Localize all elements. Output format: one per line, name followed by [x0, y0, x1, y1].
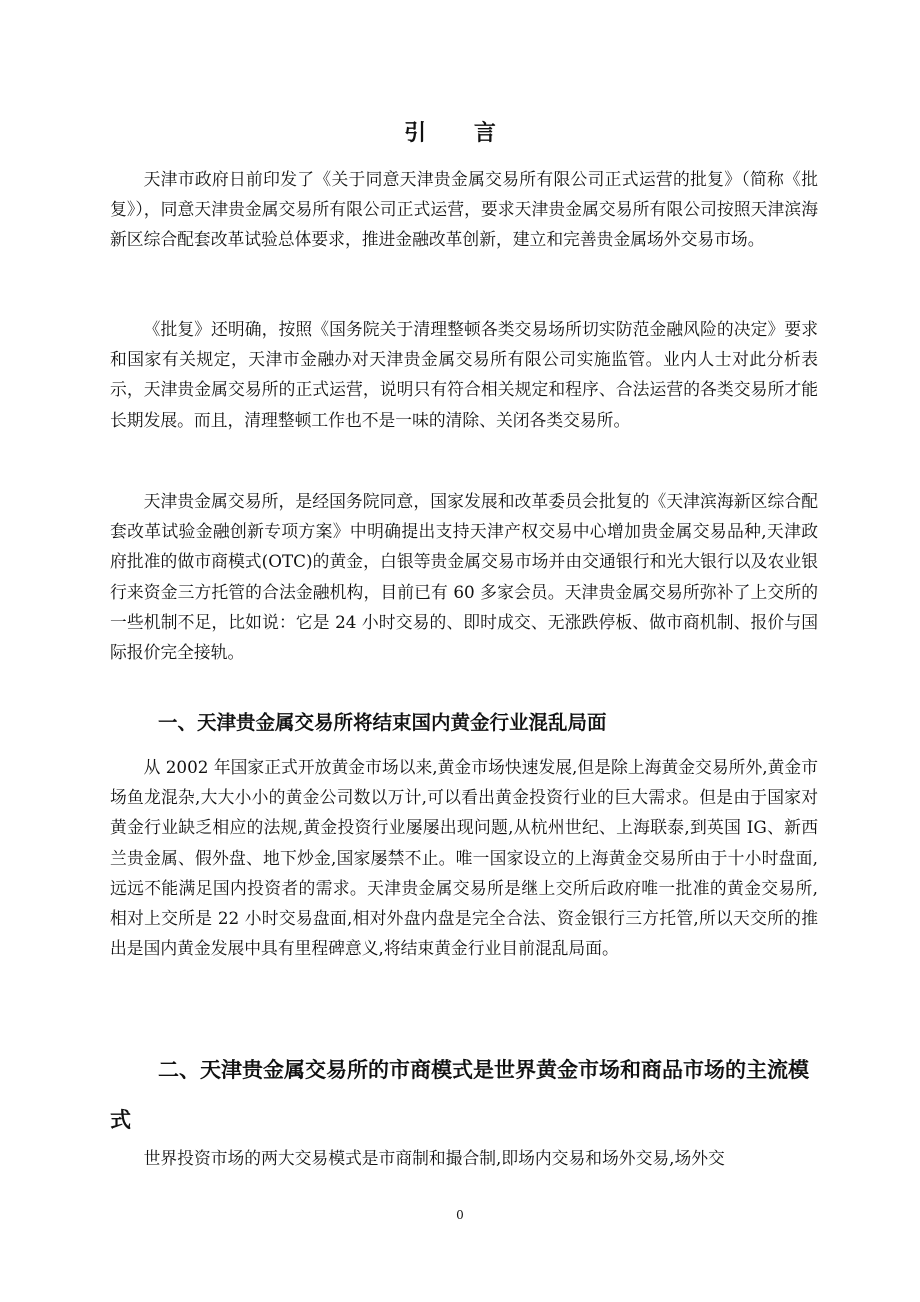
- section-1-paragraph: 从 2002 年国家正式开放黄金市场以来,黄金市场快速发展,但是除上海黄金交易所外,黄金市场鱼龙混杂,大大小小的黄金公司数以万计,可以看出黄金投资行业的巨大需求。但是由于国家对黄金行业缺乏相应的法规,黄金投资行业屡屡出现问题,从杭州世纪、上海联泰,到英国 IG、新西兰贵金属、假外盘、地下炒金,国家屡禁不止。唯一国家设立的上海黄金交易所由于十小时盘面,远远不能满足国内投资者的需求。天津贵金属交易所是继上交所后政府唯一批准的黄金交易所,相对上交所是 22 小时交易盘面,相对外盘内盘是完全合法、资金银行三方托管,所以天交所的推出是国内黄金发展中具有里程碑意义,将结束黄金行业目前混乱局面。: [110, 757, 818, 959]
- section-2-heading: 二、天津贵金属交易所的市商模式是世界黄金市场和商品市场的主流模式: [110, 1058, 809, 1132]
- page-number: 0: [456, 1208, 464, 1222]
- intro-paragraph-1: 天津市政府日前印发了《关于同意天津贵金属交易所有限公司正式运营的批复》（简称《批复》），同意天津贵金属交易所有限公司正式运营，要求天津贵金属交易所有限公司按照天津滨海新区综合配套改革试验总体要求，推进金融改革创新，建立和完善贵金属场外交易市场。: [110, 169, 818, 250]
- section-1-heading: 一、天津贵金属交易所将结束国内黄金行业混乱局面: [158, 711, 607, 734]
- intro-paragraph-3: 天津贵金属交易所，是经国务院同意，国家发展和改革委员会批复的《天津滨海新区综合配套改革试验金融创新专项方案》中明确提出支持天津产权交易中心增加贵金属交易品种,天津政府批准的做市商模式(OTC)的黄金，白银等贵金属交易市场并由交通银行和光大银行以及农业银行来资金三方托管的合法金融机构，目前已有 60 多家会员。天津贵金属交易所弥补了上交所的一些机制不足，比如说：它是 24 小时交易的、即时成交、无涨跌停板、做市商机制、报价与国际报价完全接轨。: [110, 491, 818, 663]
- page-title: 引 言: [404, 121, 516, 146]
- intro-paragraph-2: 《批复》还明确，按照《国务院关于清理整顿各类交易场所切实防范金融风险的决定》要求和国家有关规定，天津市金融办对天津贵金属交易所有限公司实施监管。业内人士对此分析表示，天津贵金属交易所的正式运营，说明只有符合相关规定和程序、合法运营的各类交易所才能长期发展。而且，清理整顿工作也不是一味的清除、关闭各类交易所。: [110, 319, 818, 430]
- section-2-paragraph: 世界投资市场的两大交易模式是市商制和撮合制,即场内交易和场外交易,场外交: [143, 1148, 725, 1168]
